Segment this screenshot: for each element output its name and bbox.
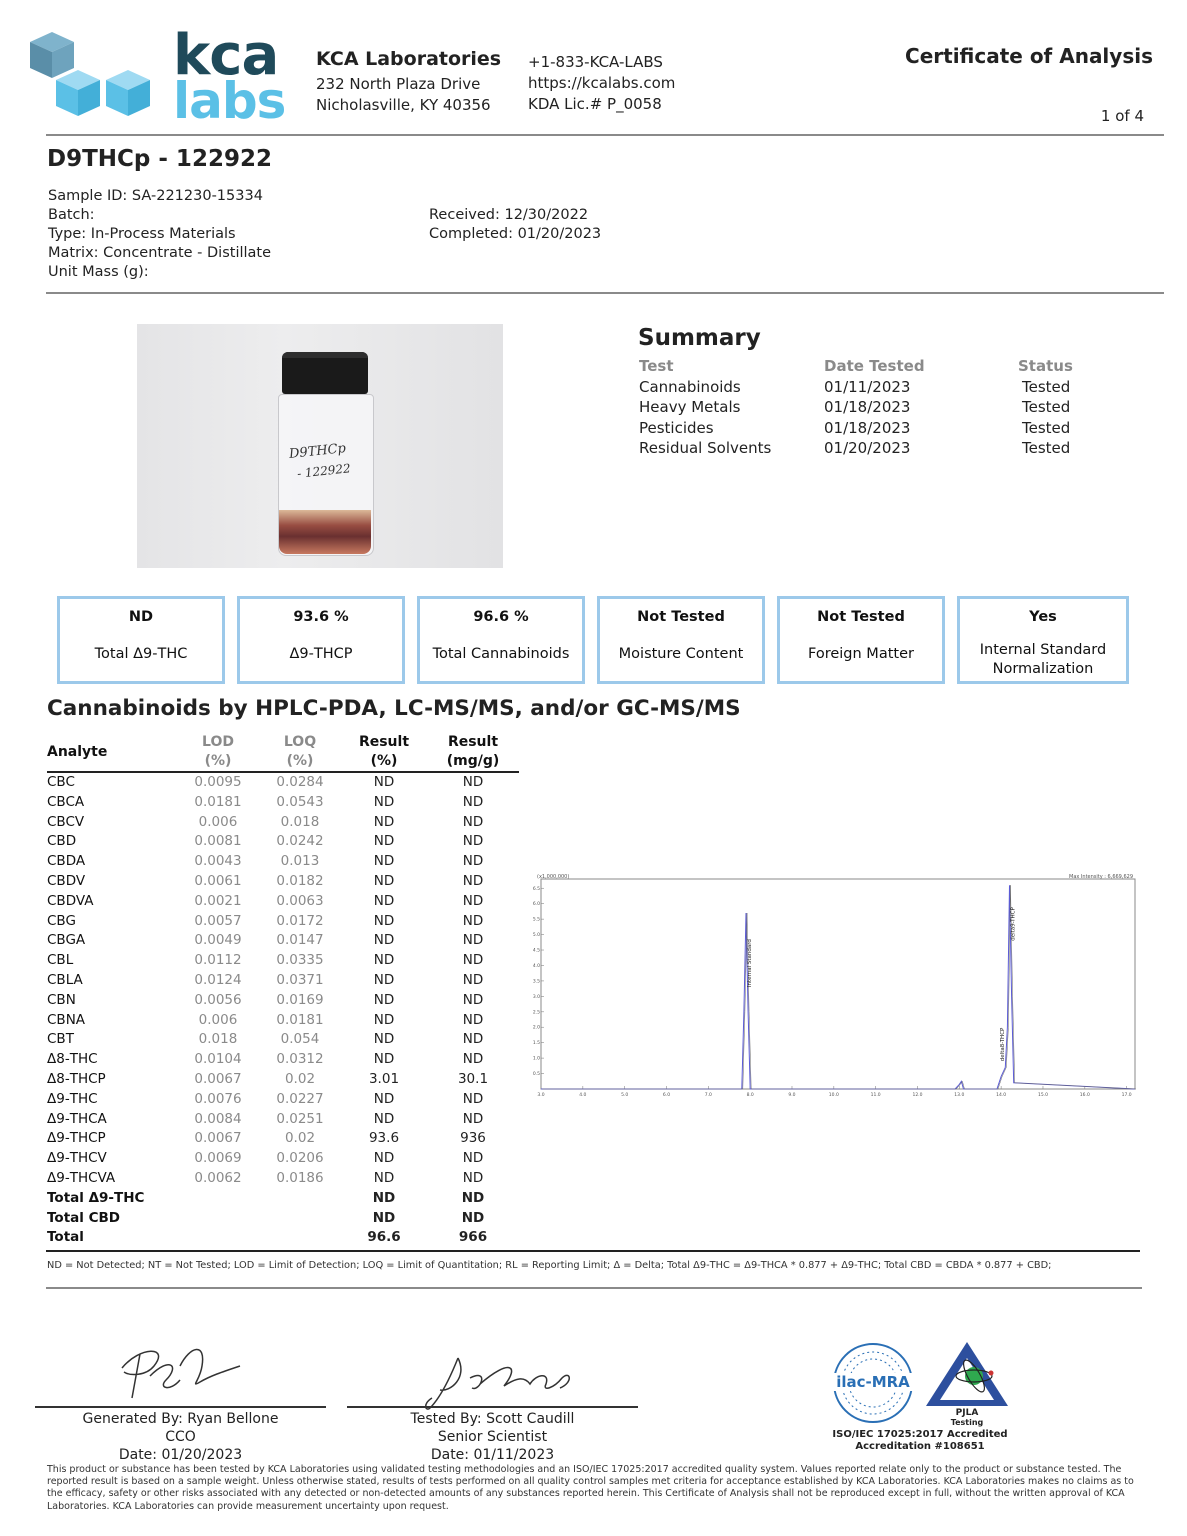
lod-cell: 0.0181 [194, 793, 242, 810]
result-mg-cell: ND [462, 1031, 484, 1048]
col-result-pct-label: Result [358, 734, 410, 750]
total-pct-cell: ND [372, 1209, 396, 1226]
analyte-cell: Δ9-THCA [47, 1110, 107, 1127]
loq-cell: 0.0312 [276, 1051, 324, 1068]
lab-address-line2: Nicholasville, KY 40356 [316, 96, 491, 114]
loq-cell: 0.02 [284, 1130, 316, 1147]
pjla-subtext: Testing [950, 1418, 984, 1427]
footnote-divider [46, 1287, 1142, 1289]
max-intensity-label: Max Intensity : 6,669,629 [1069, 874, 1133, 880]
loq-cell: 0.0227 [276, 1090, 324, 1107]
col-result-pct-unit: (%) [370, 753, 398, 769]
result-pct-cell: ND [373, 1011, 395, 1028]
highlight-total-d9-thc [57, 596, 225, 684]
y-tick-label: 2.5 [532, 1010, 540, 1016]
result-mg-cell: ND [462, 813, 484, 830]
result-mg-cell: ND [462, 932, 484, 949]
loq-cell: 0.0169 [276, 991, 324, 1008]
lod-cell: 0.006 [198, 1011, 238, 1028]
summary-status: Tested [1022, 398, 1071, 416]
completed-date: Completed: 01/20/2023 [429, 226, 602, 242]
loq-cell: 0.054 [280, 1031, 320, 1048]
summary-col-date: Date Tested [824, 357, 925, 375]
lod-cell: 0.0021 [194, 892, 242, 909]
table-row [47, 1090, 519, 1110]
result-pct-cell: ND [373, 853, 395, 870]
result-pct-cell: ND [373, 912, 395, 929]
highlight-label: Total Δ9-THC [94, 646, 188, 662]
result-pct-cell: ND [373, 1051, 395, 1068]
x-tick-label: 8.0 [746, 1093, 754, 1098]
disclaimer: This product or substance has been tested by KCA Laboratories using validated testing methodologies and an ISO/IEC 17025:2017 accredited quality system. Values reported relate only to the product or substance tested. The reported result is based on a sample weight. Unless otherwise stated, results of tests performed on all quality control samples met criteria for acceptance established by KCA Laboratories. KCA Laboratories makes no claims as to the efficacy, safety or other risks associated with any detected or non-detected amounts of any substances reported herein. This Certificate of Analysis shall not be reproduced except in full, without the written approval of KCA Laboratories. KCA Laboratories can provide measurement uncertainty upon request. [47, 1464, 1134, 1512]
y-tick-label: 6.0 [532, 902, 540, 908]
vial-label-line2: - 122922 [296, 461, 352, 481]
x-tick-label: 12.0 [912, 1093, 923, 1098]
analyte-cell: CBD [47, 833, 77, 850]
table-header-row [47, 733, 519, 772]
table-row [47, 793, 519, 813]
loq-cell: 0.013 [280, 853, 320, 870]
lod-cell: 0.0049 [194, 932, 242, 949]
y-tick-label: 3.0 [532, 994, 540, 1000]
pjla-triangle-icon [924, 1340, 1010, 1410]
peak-label: delta8-THCP [1000, 1027, 1007, 1062]
lod-cell: 0.0104 [194, 1051, 242, 1068]
summary-test: Cannabinoids [639, 378, 741, 396]
cannabinoids-table-body [47, 772, 519, 1248]
y-tick-label: 4.0 [532, 963, 540, 969]
summary-status: Tested [1022, 378, 1071, 396]
result-pct-cell: ND [373, 932, 395, 949]
result-mg-cell: ND [462, 991, 484, 1008]
lod-cell: 0.0056 [194, 991, 242, 1008]
header-divider [46, 134, 1164, 136]
table-row [47, 951, 519, 971]
loq-cell: 0.018 [280, 813, 320, 830]
table-row [47, 1149, 519, 1169]
signer-2-date: Date: 01/11/2023 [430, 1447, 555, 1463]
summary-status: Tested [1022, 419, 1071, 437]
x-tick-label: 11.0 [870, 1093, 881, 1098]
result-mg-cell: ND [462, 892, 484, 909]
loq-cell: 0.0147 [276, 932, 324, 949]
signature-1-text [35, 1410, 326, 1464]
analyte-cell: Δ9-THC [47, 1090, 98, 1107]
cannabinoids-table [47, 733, 519, 1248]
col-result-mg-unit: (mg/g) [446, 753, 500, 769]
document-title: Certificate of Analysis [905, 44, 1153, 68]
result-pct-cell: ND [373, 1169, 395, 1186]
chromatogram [527, 871, 1138, 1101]
result-mg-cell: ND [462, 1051, 484, 1068]
signature-line-1 [35, 1406, 326, 1408]
highlight-label: Foreign Matter [808, 646, 914, 662]
lab-license: KDA Lic.# P_0058 [528, 95, 662, 113]
table-row [47, 1011, 519, 1031]
signer-2-role: Senior Scientist [437, 1429, 548, 1445]
chart-frame [541, 879, 1135, 1089]
iso-accreditation: ISO/IEC 17025:2017 Accredited [832, 1429, 1008, 1440]
y-tick-label: 5.5 [532, 917, 540, 923]
loq-cell: 0.0284 [276, 774, 324, 790]
col-result-mg-label: Result [447, 734, 499, 750]
y-tick-label: 0.5 [532, 1072, 540, 1078]
cannabinoids-heading: Cannabinoids by HPLC-PDA, LC-MS/MS, and/or GC-MS/MS [47, 696, 741, 721]
analyte-cell: CBN [47, 991, 76, 1008]
summary-date: 01/20/2023 [824, 439, 911, 457]
result-pct-cell: ND [373, 1110, 395, 1127]
col-lod [177, 733, 259, 772]
analyte-cell: CBT [47, 1031, 74, 1048]
x-tick-label: 16.0 [1079, 1093, 1090, 1098]
loq-cell: 0.0182 [276, 872, 324, 889]
highlight-total-cannabinoids [417, 596, 585, 684]
result-pct-cell: ND [373, 793, 395, 810]
table-row [47, 1169, 519, 1189]
signer-1-role: CCO [165, 1429, 196, 1445]
result-mg-cell: ND [462, 971, 484, 988]
result-mg-cell: ND [462, 872, 484, 889]
table-footnote: ND = Not Detected; NT = Not Tested; LOD = Limit of Detection; LOQ = Limit of Quantitation; RL = Reporting Limit; Δ = Delta; Total Δ9-THC = Δ9-THCA * 0.877 + Δ9-THC; Total CBD = CBDA * 0.877 + CBD; [47, 1260, 1052, 1271]
result-mg-cell: ND [462, 912, 484, 929]
result-pct-cell: ND [373, 774, 395, 790]
col-result-pct [341, 733, 427, 772]
ilac-mra-logo [832, 1342, 914, 1424]
signature-line-2 [347, 1406, 638, 1408]
analyte-cell: CBDA [47, 853, 86, 870]
highlight-label: Total Cannabinoids [432, 646, 570, 662]
summary-date: 01/18/2023 [824, 398, 911, 416]
highlight-internal-standard [957, 596, 1129, 684]
loq-cell: 0.0172 [276, 912, 324, 929]
total-label-cell: Total CBD [47, 1209, 120, 1226]
result-mg-cell: 30.1 [457, 1070, 489, 1087]
result-mg-cell: 936 [460, 1130, 486, 1147]
chromatogram-svg [527, 871, 1138, 1101]
lod-cell: 0.0084 [194, 1110, 242, 1127]
table-row [47, 912, 519, 932]
x-tick-label: 7.0 [704, 1093, 712, 1098]
lod-cell: 0.0061 [194, 872, 242, 889]
x-tick-label: 17.0 [1121, 1093, 1132, 1098]
total-label-cell: Total [47, 1229, 84, 1246]
loq-cell [259, 1189, 341, 1209]
col-analyte: Analyte [47, 743, 108, 760]
lod-cell: 0.0067 [194, 1130, 242, 1147]
highlight-value: Not Tested [637, 609, 725, 625]
lod-cell: 0.0043 [194, 853, 242, 870]
y-tick-label: 1.5 [532, 1041, 540, 1047]
x-tick-label: 9.0 [788, 1093, 796, 1098]
table-row [47, 852, 519, 872]
table-row [47, 872, 519, 892]
sample-type: Type: In-Process Materials [48, 226, 236, 242]
table-row [47, 1070, 519, 1090]
result-mg-cell: ND [462, 1090, 484, 1107]
vial-label-line1: D9THCp [288, 441, 347, 462]
signature-scott-caudill [420, 1348, 580, 1414]
analyte-cell: CBLA [47, 971, 83, 988]
analyte-cell: CBDV [47, 872, 86, 889]
table-total-row [47, 1209, 519, 1229]
lod-cell: 0.0069 [194, 1150, 242, 1167]
lod-cell: 0.0095 [194, 774, 242, 790]
loq-cell [259, 1209, 341, 1229]
result-pct-cell: 93.6 [368, 1130, 400, 1147]
x-tick-label: 3.0 [537, 1093, 545, 1098]
lod-cell: 0.0124 [194, 971, 242, 988]
lab-name: KCA Laboratories [316, 48, 502, 70]
loq-cell: 0.0371 [276, 971, 324, 988]
signer-1-date: Date: 01/20/2023 [118, 1447, 243, 1463]
sample-title: D9THCp - 122922 [47, 146, 272, 172]
loq-cell: 0.0543 [276, 793, 324, 810]
result-mg-cell: ND [462, 853, 484, 870]
y-tick-label: 6.5 [532, 886, 540, 892]
table-bottom-rule [46, 1250, 1140, 1252]
x-tick-label: 14.0 [996, 1093, 1007, 1098]
analyte-cell: Δ9-THCV [47, 1150, 107, 1167]
ilac-mra-text: ilac-MRA [832, 1373, 914, 1391]
highlight-value: 96.6 % [473, 609, 529, 625]
logo-word-kca: kca [173, 23, 279, 88]
page-number: 1 of 4 [1100, 107, 1144, 125]
result-mg-cell: ND [462, 1150, 484, 1167]
loq-cell: 0.0186 [276, 1169, 324, 1186]
sample-unit-mass: Unit Mass (g): [48, 264, 149, 280]
signature-ryan-bellone [110, 1336, 250, 1408]
highlight-value: ND [128, 609, 154, 625]
result-pct-cell: ND [373, 971, 395, 988]
x-tick-label: 15.0 [1037, 1093, 1048, 1098]
lab-phone: +1-833-KCA-LABS [528, 53, 663, 71]
table-total-row [47, 1228, 519, 1248]
lod-cell: 0.006 [198, 813, 238, 830]
result-mg-cell: ND [462, 1169, 484, 1186]
lod-cell: 0.0067 [194, 1070, 242, 1087]
analyte-cell: CBGA [47, 932, 86, 949]
total-pct-cell: ND [372, 1189, 396, 1206]
analyte-cell: Δ8-THC [47, 1051, 98, 1068]
highlight-label: Moisture Content [618, 646, 744, 662]
col-lod-unit: (%) [204, 753, 232, 769]
result-pct-cell: ND [373, 892, 395, 909]
result-pct-cell: ND [373, 1150, 395, 1167]
table-row [47, 813, 519, 833]
scale-label: (x1,000,000) [537, 874, 570, 880]
x-tick-label: 10.0 [828, 1093, 839, 1098]
loq-cell: 0.02 [284, 1070, 316, 1087]
y-tick-label: 4.5 [532, 948, 540, 954]
y-tick-label: 5.0 [532, 933, 540, 939]
result-pct-cell: ND [373, 872, 395, 889]
highlight-value: Not Tested [817, 609, 905, 625]
lod-cell [177, 1189, 259, 1209]
lod-cell: 0.0057 [194, 912, 242, 929]
result-pct-cell: ND [373, 1090, 395, 1107]
result-mg-cell: ND [462, 1110, 484, 1127]
summary-test: Heavy Metals [639, 398, 741, 416]
col-result-mg [427, 733, 519, 772]
loq-cell: 0.0181 [276, 1011, 324, 1028]
lod-cell: 0.018 [198, 1031, 238, 1048]
result-pct-cell: ND [373, 991, 395, 1008]
summary-date: 01/11/2023 [824, 378, 911, 396]
analyte-cell: CBCA [47, 793, 85, 810]
lab-address-line1: 232 North Plaza Drive [316, 75, 481, 93]
summary-test: Residual Solvents [639, 439, 772, 457]
analyte-cell: CBDVA [47, 892, 94, 909]
y-tick-label: 1.0 [532, 1056, 540, 1062]
table-row [47, 931, 519, 951]
series-line [541, 885, 1135, 1089]
result-mg-cell: ND [462, 1011, 484, 1028]
loq-cell [259, 1228, 341, 1248]
lod-cell: 0.0076 [194, 1090, 242, 1107]
analyte-cell: CBG [47, 912, 76, 929]
table-row [47, 1030, 519, 1050]
loq-cell: 0.0206 [276, 1150, 324, 1167]
table-total-row [47, 1189, 519, 1209]
total-label-cell: Total Δ9-THC [47, 1189, 145, 1206]
highlight-label: Δ9-THCP [289, 646, 353, 662]
highlight-moisture [597, 596, 765, 684]
highlight-value: Yes [1029, 609, 1057, 625]
series-line-shadow [542, 885, 1136, 1089]
analyte-cell: Δ8-THCP [47, 1070, 106, 1087]
table-row [47, 772, 519, 793]
lod-cell: 0.0081 [194, 833, 242, 850]
result-mg-cell: ND [462, 793, 484, 810]
meta-divider [46, 292, 1164, 294]
analyte-cell: CBC [47, 774, 75, 790]
signature-2-text [347, 1410, 638, 1464]
col-loq-label: LOQ [283, 734, 317, 750]
table-row [47, 1129, 519, 1149]
table-row [47, 991, 519, 1011]
result-mg-cell: ND [462, 774, 484, 790]
lod-cell [177, 1209, 259, 1229]
y-tick-label: 2.0 [532, 1025, 540, 1031]
col-loq-unit: (%) [286, 753, 314, 769]
analyte-cell: Δ9-THCVA [47, 1169, 116, 1186]
result-pct-cell: 3.01 [368, 1070, 400, 1087]
analyte-cell: CBCV [47, 813, 85, 830]
pjla-text: PJLA [955, 1408, 979, 1418]
summary-status: Tested [1022, 439, 1071, 457]
x-tick-label: 5.0 [621, 1093, 629, 1098]
peak-label: delta9-THCP [1010, 907, 1017, 941]
highlight-label: Internal Standard Normalization [979, 642, 1107, 677]
kca-logo [30, 23, 286, 130]
summary-test: Pesticides [639, 419, 714, 437]
signer-2-name: Tested By: Scott Caudill [410, 1411, 575, 1427]
peak-label: Internal Standard [746, 939, 753, 988]
table-row [47, 971, 519, 991]
x-tick-label: 6.0 [662, 1093, 671, 1098]
result-mg-cell: ND [462, 833, 484, 850]
logo-word-labs: labs [173, 72, 286, 130]
col-lod-label: LOD [202, 734, 234, 750]
highlight-foreign-matter [777, 596, 945, 684]
summary-col-test: Test [639, 357, 674, 375]
loq-cell: 0.0063 [276, 892, 324, 909]
analyte-cell: CBL [47, 952, 74, 969]
total-mg-cell: ND [461, 1189, 485, 1206]
total-pct-cell: 96.6 [367, 1229, 401, 1246]
highlight-d9-thcp [237, 596, 405, 684]
lod-cell: 0.0112 [194, 952, 242, 969]
table-row [47, 1050, 519, 1070]
total-mg-cell: ND [461, 1209, 485, 1226]
table-row [47, 892, 519, 912]
col-loq [259, 733, 341, 772]
result-mg-cell: ND [462, 952, 484, 969]
x-tick-label: 13.0 [954, 1093, 965, 1098]
sample-photo [137, 324, 503, 568]
sample-batch: Batch: [48, 207, 95, 223]
summary-date: 01/18/2023 [824, 419, 911, 437]
sample-id: Sample ID: SA-221230-15334 [48, 188, 263, 204]
lab-website: https://kcalabs.com [528, 74, 676, 92]
lod-cell [177, 1228, 259, 1248]
total-mg-cell: 966 [458, 1229, 488, 1246]
result-pct-cell: ND [373, 1031, 395, 1048]
table-row [47, 1110, 519, 1130]
signer-1-name: Generated By: Ryan Bellone [82, 1411, 279, 1427]
accreditation-number: Accreditation #108651 [855, 1441, 985, 1452]
summary-col-status: Status [1018, 357, 1073, 375]
loq-cell: 0.0335 [276, 952, 324, 969]
cube-logo-icon [30, 28, 160, 128]
result-pct-cell: ND [373, 952, 395, 969]
loq-cell: 0.0251 [276, 1110, 324, 1127]
analyte-cell: CBNA [47, 1011, 86, 1028]
x-tick-label: 4.0 [579, 1093, 587, 1098]
pjla-logo [924, 1340, 1010, 1426]
loq-cell: 0.0242 [276, 833, 324, 850]
y-tick-label: 3.5 [532, 979, 540, 985]
table-row [47, 832, 519, 852]
summary-heading: Summary [638, 325, 761, 351]
analyte-cell: Δ9-THCP [47, 1130, 106, 1147]
sample-matrix: Matrix: Concentrate - Distillate [48, 245, 272, 261]
lod-cell: 0.0062 [194, 1169, 242, 1186]
highlight-value: 93.6 % [293, 609, 349, 625]
result-pct-cell: ND [373, 833, 395, 850]
received-date: Received: 12/30/2022 [429, 207, 589, 223]
result-pct-cell: ND [373, 813, 395, 830]
